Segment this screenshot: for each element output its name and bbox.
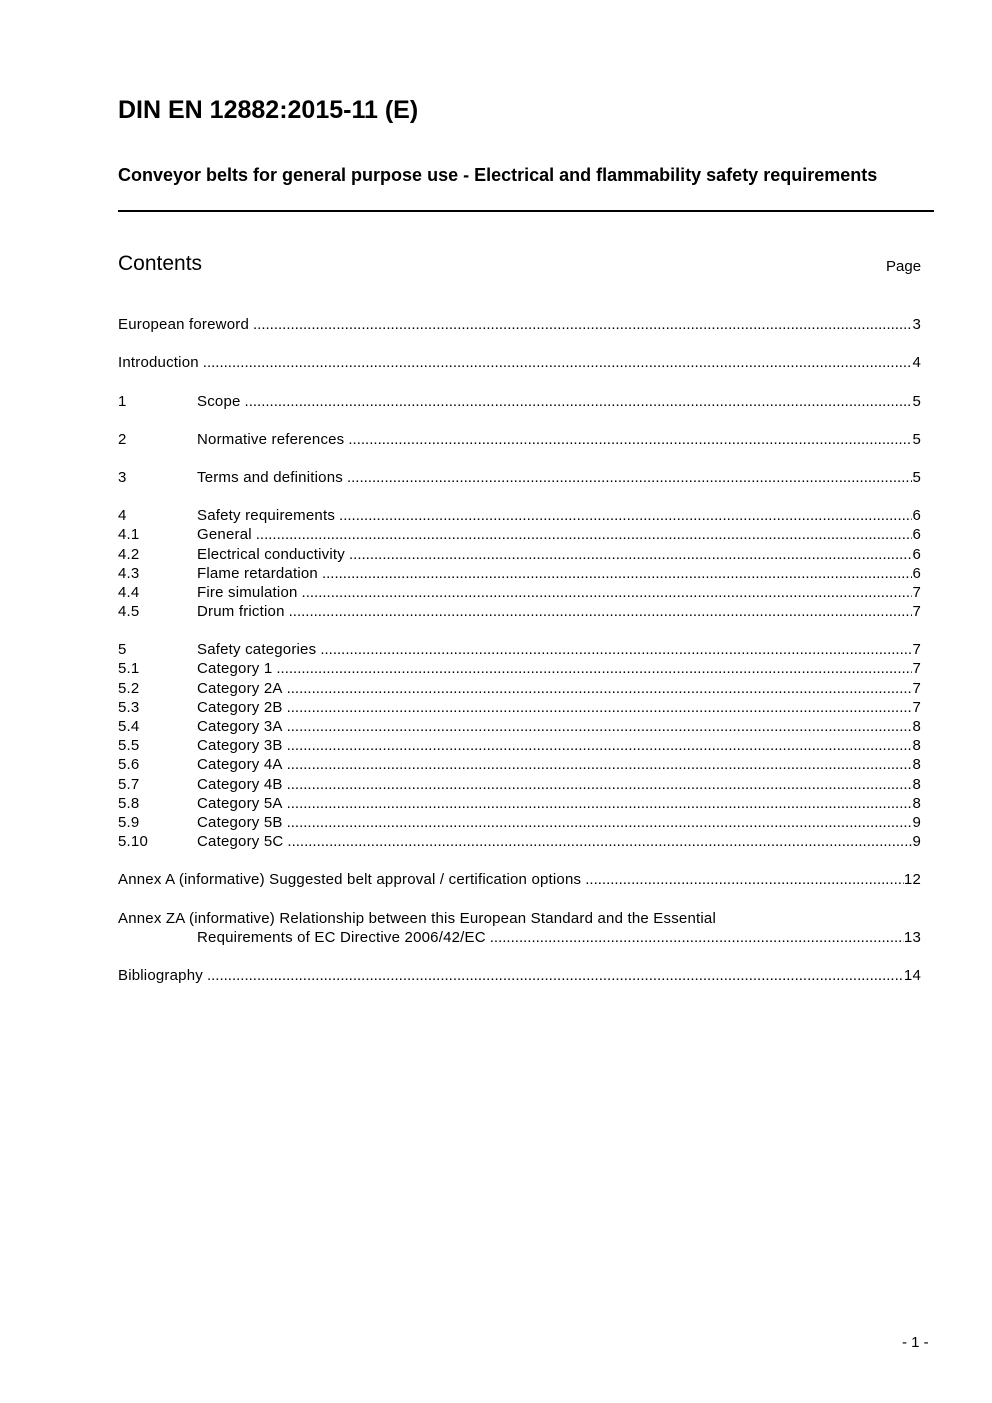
toc-dot-leader [287, 698, 913, 717]
toc-entry-page: 6 [912, 564, 921, 582]
toc-entry-title: European foreword [118, 316, 249, 334]
toc-entry-category-3a[interactable] [118, 717, 921, 736]
toc-entry-title: Category 2A [197, 679, 283, 697]
toc-entry-title: Annex A (informative) Suggested belt approval / certification options [118, 871, 582, 889]
toc-entry-number: 5.3 [118, 698, 140, 716]
toc-entry-number: 5.4 [118, 718, 140, 735]
page-column-label: Page [886, 258, 922, 275]
toc-entry-page: 7 [912, 583, 921, 601]
toc-dot-leader [256, 525, 913, 544]
toc-dot-leader [302, 583, 913, 602]
toc-entry-electrical-conductivity[interactable] [118, 544, 921, 563]
toc-dot-leader [347, 468, 913, 487]
toc-entry-introduction[interactable] [118, 353, 921, 372]
toc-entry-number: 5 [118, 641, 127, 659]
toc-dot-leader [490, 928, 904, 947]
toc-entry-category-5a[interactable] [118, 794, 921, 813]
toc-entry-page: 5 [912, 430, 921, 448]
document-title: Conveyor belts for general purpose use - Electrical and flammability safety requirements [118, 165, 878, 185]
toc-dot-leader [287, 736, 913, 755]
toc-entry-number: 5.5 [118, 737, 140, 755]
toc-entry-scope[interactable] [118, 391, 921, 410]
footer-page-number: - 1 - [902, 1334, 929, 1351]
toc-entry-page: 9 [912, 813, 921, 831]
toc-entry-page: 6 [912, 507, 921, 525]
toc-entry-page: 8 [912, 756, 921, 774]
toc-entry-page: 7 [912, 641, 921, 659]
toc-entry-title: Category 3B [197, 737, 283, 755]
toc-entry-fire-simulation[interactable] [118, 583, 921, 602]
toc-dot-leader [207, 966, 904, 985]
toc-entry-page: 7 [912, 698, 921, 716]
toc-entry-annex-a[interactable] [118, 870, 921, 889]
toc-entry-page: 13 [903, 928, 921, 946]
toc-entry-page: 6 [912, 545, 921, 563]
toc-entry-number: 4.4 [118, 583, 140, 601]
toc-dot-leader [287, 717, 913, 736]
toc-entry-title: Bibliography [118, 966, 203, 984]
toc-entry-title: Category 1 [197, 660, 273, 678]
toc-entry-page: 8 [912, 794, 921, 812]
toc-entry-number: 5.1 [118, 660, 140, 678]
toc-entry-title: Scope [197, 392, 241, 410]
toc-dot-leader [203, 353, 913, 372]
toc-entry-page: 8 [912, 718, 921, 735]
toc-entry-title: Normative references [197, 430, 345, 448]
toc-entry-number: 5.7 [118, 775, 140, 793]
title-divider [118, 210, 934, 212]
toc-entry-title: Requirements of EC Directive 2006/42/EC [197, 928, 486, 946]
toc-entry-number: 1 [118, 392, 127, 410]
toc-entry-number: 2 [118, 430, 127, 448]
toc-entry-safety-categories[interactable] [118, 640, 921, 659]
toc-entry-safety-requirements[interactable] [118, 506, 921, 525]
toc-entry-category-2a[interactable] [118, 678, 921, 697]
toc-entry-normative-references[interactable] [118, 430, 921, 449]
toc-dot-leader [339, 506, 912, 525]
toc-dot-leader [322, 564, 912, 583]
toc-dot-leader [349, 545, 912, 564]
toc-entry-title: Annex ZA (informative) Relationship between this European Standard and the Essential [118, 909, 716, 927]
contents-heading: Contents [118, 252, 203, 275]
toc-dot-leader [287, 794, 913, 813]
toc-entry-page: 3 [912, 316, 921, 334]
toc-entry-category-2b[interactable] [118, 698, 921, 717]
toc-dot-leader [289, 602, 913, 621]
toc-entry-title: Flame retardation [197, 564, 318, 582]
toc-entry-drum-friction[interactable] [118, 602, 921, 621]
toc-entry-number: 3 [118, 468, 127, 486]
toc-entry-number: 5.10 [118, 833, 148, 851]
toc-dot-leader [348, 430, 912, 449]
toc-entry-number: 5.6 [118, 756, 140, 774]
toc-entry-number: 5.2 [118, 679, 140, 697]
toc-entry-number: 5.8 [118, 794, 140, 812]
toc-entry-page: 12 [903, 871, 921, 889]
toc-entry-page: 4 [912, 354, 921, 372]
toc-entry-title: Introduction [118, 354, 199, 372]
toc-entry-page: 14 [903, 966, 921, 984]
toc-entry-title: Safety requirements [197, 507, 336, 525]
toc-entry-page: 5 [912, 392, 921, 410]
toc-entry-category-1[interactable] [118, 659, 921, 678]
toc-entry-annex-za-continued[interactable] [118, 928, 921, 947]
toc-entry-european-foreword[interactable] [118, 315, 921, 334]
toc-entry-number: 4.1 [118, 526, 140, 544]
toc-entry-annex-za[interactable] [118, 908, 921, 927]
toc-entry-title: Category 3A [197, 718, 283, 735]
toc-entry-title: Category 5A [197, 794, 283, 812]
toc-entry-number: 4 [118, 507, 127, 525]
toc-entry-number: 4.5 [118, 603, 140, 621]
toc-dot-leader [276, 659, 912, 678]
toc-entry-title: Category 5C [197, 833, 284, 851]
toc-dot-leader [320, 640, 912, 659]
toc-entry-title: Fire simulation [197, 583, 298, 601]
table-of-contents [118, 315, 921, 985]
toc-dot-leader [287, 832, 912, 851]
toc-entry-page: 7 [912, 660, 921, 678]
toc-entry-flame-retardation[interactable] [118, 564, 921, 583]
toc-entry-general[interactable] [118, 525, 921, 544]
toc-entry-bibliography[interactable] [118, 966, 921, 985]
toc-dot-leader [253, 315, 912, 334]
toc-entry-page: 8 [912, 737, 921, 755]
toc-dot-leader [585, 870, 904, 889]
toc-dot-leader [287, 775, 913, 794]
toc-entry-page: 7 [912, 679, 921, 697]
toc-dot-leader [287, 755, 913, 774]
toc-entry-page: 8 [912, 775, 921, 793]
toc-entry-title: Category 4B [197, 775, 283, 793]
toc-entry-page: 9 [912, 833, 921, 851]
toc-entry-number: 4.2 [118, 545, 140, 563]
toc-entry-category-4a[interactable] [118, 755, 921, 774]
toc-dot-leader [287, 813, 913, 832]
toc-entry-category-4b[interactable] [118, 774, 921, 793]
toc-entry-title: General [197, 526, 252, 544]
toc-entry-page: 7 [912, 603, 921, 621]
toc-entry-category-5b[interactable] [118, 813, 921, 832]
toc-entry-title: Terms and definitions [197, 468, 343, 486]
toc-entry-number: 5.9 [118, 813, 140, 831]
toc-dot-leader [245, 392, 913, 411]
toc-entry-page: 6 [912, 526, 921, 544]
toc-entry-title: Category 2B [197, 698, 283, 716]
toc-entry-title: Category 4A [197, 756, 283, 774]
toc-entry-number: 4.3 [118, 564, 140, 582]
document-id: DIN EN 12882:2015-11 (E) [118, 96, 419, 124]
toc-entry-terms-and-definitions[interactable] [118, 468, 921, 487]
toc-entry-title: Safety categories [197, 641, 317, 659]
toc-entry-title: Category 5B [197, 813, 283, 831]
toc-entry-category-5c[interactable] [118, 832, 921, 851]
toc-entry-title: Drum friction [197, 603, 285, 621]
toc-entry-title: Electrical conductivity [197, 545, 345, 563]
toc-entry-category-3b[interactable] [118, 736, 921, 755]
toc-entry-page: 5 [912, 468, 921, 486]
toc-dot-leader [287, 679, 913, 698]
